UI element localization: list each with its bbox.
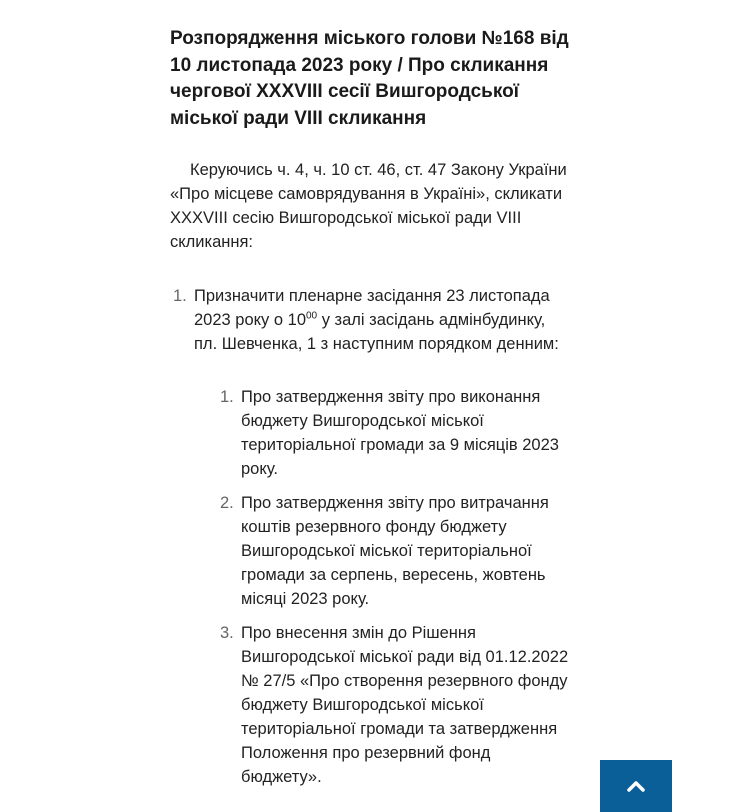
page-title: Розпорядження міського голови №168 від 10 листопада 2023 року / Про скликання чергової XXXVIII сесії Вишгородської міської ради VIII скликання [170,28,569,129]
agenda-item [170,385,570,481]
agenda-item [170,491,570,611]
intro-paragraph: Керуючись ч. 4, ч. 10 ст. 46, ст. 47 Закону України «Про місцеве самоврядування в Україні», скликати XXXVIII сесію Вишгородської міської ради VIII скликання: [170,161,567,251]
chevron-up-icon [626,779,646,793]
main-list [170,284,570,789]
list-number: 2. [220,494,234,512]
item-text-end: у залі засідань адмінбудинку, пл. Шевченка, 1 з наступним порядком денним: [194,311,559,353]
scroll-to-top-button[interactable] [600,760,672,812]
article [170,26,570,799]
agenda-text: Про затвердження звіту про витрачання коштів резервного фонду бюджету Вишгородської міської територіальної громади за серпень, вересень, жовтень місяці 2023 року. [241,494,549,608]
list-number: 1. [173,287,187,305]
item-text-start: Призначити пленарне засідання 23 листопада 2023 року о 10 [194,287,550,329]
time-superscript: 00 [306,310,318,322]
list-number: 3. [220,624,234,642]
agenda-text: Про внесення змін до Рішення Вишгородської міської ради від 01.12.2022 № 27/5 «Про створення резервного фонду бюджету Вишгородської міської територіальної громади та затвердження Положення про резервний фонд бюджету». [241,624,569,786]
list-number: 1. [220,388,234,406]
item-text [194,287,559,353]
list-item [170,284,570,789]
agenda-item [170,621,570,789]
agenda-text: Про затвердження звіту про виконання бюджету Вишгородської міської територіальної громади за 9 місяців 2023 року. [241,388,559,478]
agenda-list [170,385,570,789]
